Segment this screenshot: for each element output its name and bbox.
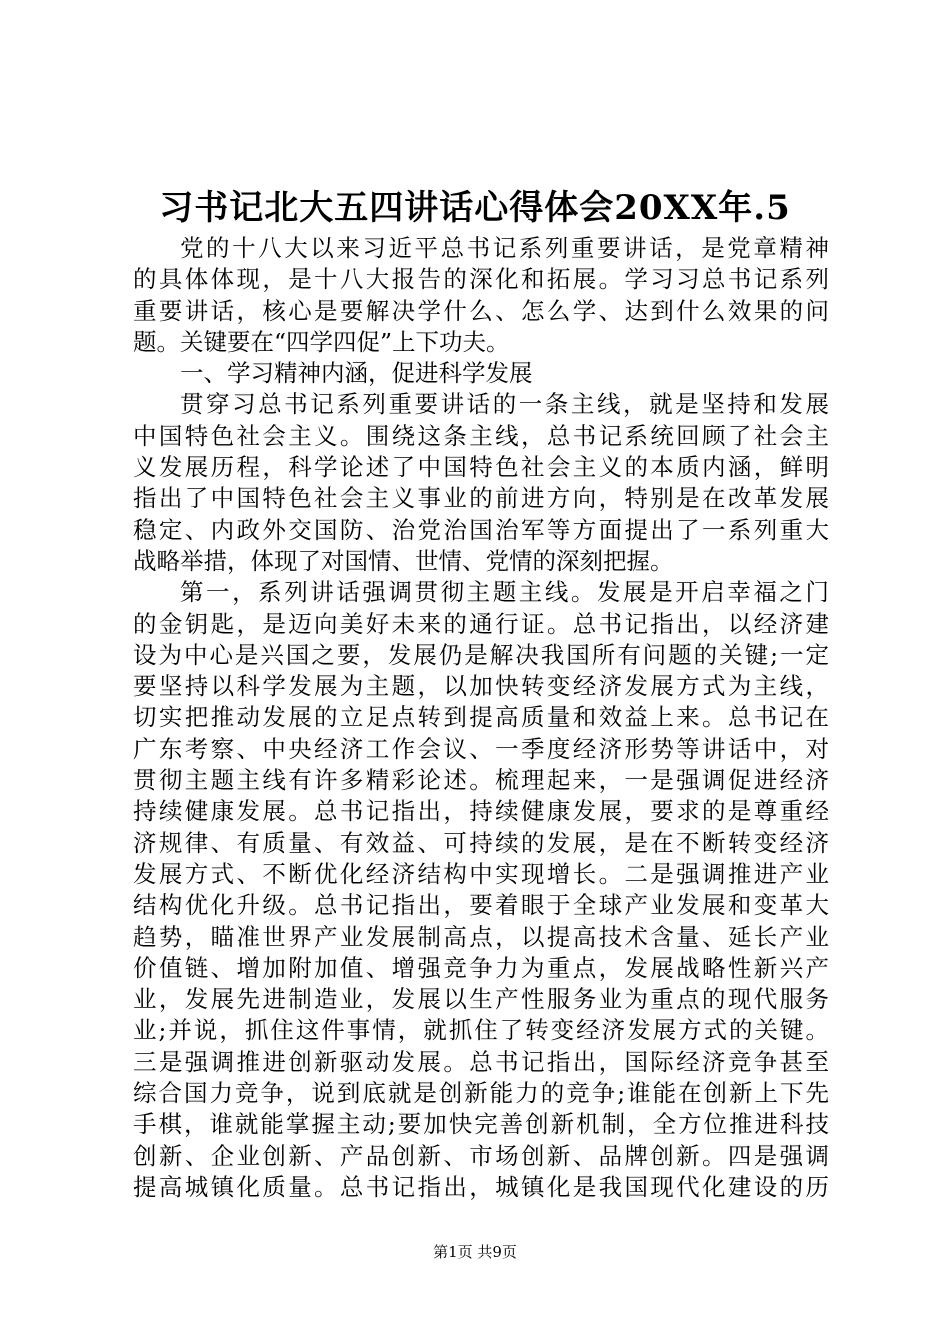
text-line: 要坚持以科学发展为主题，以加快转变经济发展方式为主线，	[133, 672, 829, 701]
text-line: 题。关键要在“四学四促”上下功夫。	[133, 327, 510, 356]
page-footer: 第1页 共9页	[433, 1243, 517, 1261]
text-line: 发展方式、不断优化经济结构中实现增长。二是强调推进产业	[133, 859, 829, 888]
text-line: 战略举措，体现了对国情、世情、党情的深刻把握。	[133, 546, 674, 575]
document-body	[133, 233, 829, 1203]
text-line: 广东考察、中央经济工作会议、一季度经济形势等讲话中，对	[133, 734, 829, 763]
text-line: 第一，系列讲话强调贯彻主题主线。发展是开启幸福之门	[180, 578, 829, 607]
text-line: 综合国力竞争，说到底就是创新能力的竞争;谁能在创新上下先	[133, 1079, 829, 1108]
text-line: 业;并说，抓住这件事情，就抓住了转变经济发展方式的关键。	[133, 1016, 829, 1045]
text-line: 重要讲话，核心是要解决学什么、怎么学、达到什么效果的问	[133, 296, 829, 325]
text-line: 中国特色社会主义。围绕这条主线，总书记系统回顾了社会主	[133, 421, 829, 450]
text-line: 切实把推动发展的立足点转到提高质量和效益上来。总书记在	[133, 703, 829, 732]
text-line: 的金钥匙，是迈向美好未来的通行证。总书记指出，以经济建	[133, 609, 829, 638]
text-line: 提高城镇化质量。总书记指出，城镇化是我国现代化建设的历	[133, 1172, 829, 1201]
text-line: 趋势，瞄准世界产业发展制高点，以提高技术含量、延长产业	[133, 922, 829, 951]
text-line: 稳定、内政外交国防、治党治国治军等方面提出了一系列重大	[133, 515, 829, 544]
document-title: 习书记北大五四讲话心得体会20XX年.5	[159, 188, 791, 228]
text-line: 持续健康发展。总书记指出，持续健康发展，要求的是尊重经	[133, 797, 829, 826]
text-line: 三是强调推进创新驱动发展。总书记指出，国际经济竞争甚至	[133, 1047, 829, 1076]
text-line: 的具体体现，是十八大报告的深化和拓展。学习习总书记系列	[133, 265, 829, 294]
text-line: 手棋，谁就能掌握主动;要加快完善创新机制，全方位推进科技	[133, 1110, 829, 1139]
text-line: 贯穿习总书记系列重要讲话的一条主线，就是坚持和发展	[180, 390, 829, 419]
text-line: 党的十八大以来习近平总书记系列重要讲话，是党章精神	[180, 234, 829, 262]
text-line: 结构优化升级。总书记指出，要着眼于全球产业发展和变革大	[133, 891, 829, 920]
text-line: 义发展历程，科学论述了中国特色社会主义的本质内涵，鲜明	[133, 453, 829, 482]
text-line: 一、学习精神内涵，促进科学发展	[180, 359, 533, 388]
text-line: 指出了中国特色社会主义事业的前进方向，特别是在改革发展	[133, 484, 829, 513]
text-line: 设为中心是兴国之要，发展仍是解决我国所有问题的关键;一定	[133, 640, 829, 669]
text-line: 贯彻主题主线有许多精彩论述。梳理起来，一是强调促进经济	[133, 766, 829, 795]
text-line: 业，发展先进制造业，发展以生产性服务业为重点的现代服务	[133, 985, 829, 1014]
text-line: 济规律、有质量、有效益、可持续的发展，是在不断转变经济	[133, 828, 829, 857]
text-line: 创新、企业创新、产品创新、市场创新、品牌创新。四是强调	[133, 1141, 829, 1170]
text-line: 价值链、增加附加值、增强竞争力为重点，发展战略性新兴产	[133, 953, 829, 982]
